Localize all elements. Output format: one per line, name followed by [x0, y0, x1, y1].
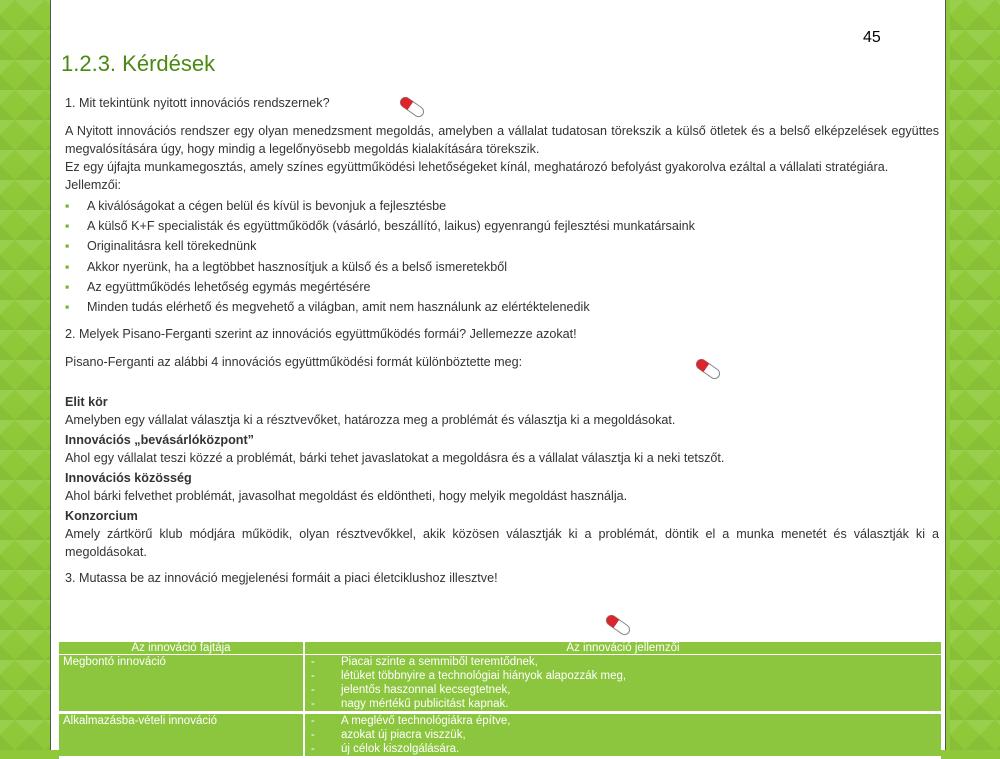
list-item-text: Originalitásra kell törekednünk: [87, 239, 257, 254]
section-title: 1.2.3. Kérdések: [61, 51, 216, 76]
features-list: [65, 196, 939, 317]
list-item-text: A külső K+F specialisták és együttműködők (vásárló, beszállító, laikus) egyenrangú fejlesztési munkatársaink: [87, 219, 695, 234]
pill-marker-icon: [693, 358, 723, 380]
list-item: - új célok kiszolgálására.: [311, 743, 460, 755]
bullet-icon: ▪: [65, 219, 70, 234]
form-name: Innovációs „bevásárlóközpont”: [65, 433, 254, 448]
document-page: [50, 0, 946, 755]
form-name: Konzorcium: [65, 509, 138, 524]
question-3: 3. Mutassa be az innováció megjelenési formáit a piaci életciklushoz illesztve!: [65, 571, 498, 586]
background-right: [950, 0, 1000, 750]
list-item-text: Akkor nyerünk, ha a legtöbbet hasznosítjuk a külső és a belső ismeretekből: [87, 259, 508, 274]
table-cell-type: Alkalmazásba-vételi innováció: [59, 713, 303, 758]
list-item-text: Minden tudás elérhető és megvehető a világban, amit nem használunk az elértéktelenedik: [87, 299, 590, 314]
table-cell-type: Megbontó innováció: [59, 655, 303, 713]
background-left: [0, 0, 50, 750]
table-row: [59, 713, 941, 758]
list-item: [65, 257, 939, 277]
question-2: 2. Melyek Pisano-Ferganti szerint az innovációs együttműködés formái? Jellemezze azokat!: [65, 327, 577, 342]
content-body: [65, 94, 939, 597]
bullet-icon: ▪: [65, 279, 70, 294]
list-item: [65, 216, 939, 236]
table-row: [59, 655, 941, 713]
list-item: - nagy mértékű publicitást kapnak.: [311, 698, 509, 710]
question-1: 1. Mit tekintünk nyitott innovációs rendszernek?: [65, 96, 330, 110]
form-description: Ahol bárki felvethet problémát, javasolhat megoldást és eldöntheti, hogy melyik megoldást használja.: [65, 489, 628, 504]
answer-1-paragraph-1: A Nyitott innovációs rendszer egy olyan menedzsment megoldás, amelyben a vállalat tudatosan törekszik a külső ötletek és a belső elképzelések együttes megvalósítására úgy, hogy mindig a legelőnyösebb megoldás kialakítására törekszik.: [65, 124, 939, 156]
list-item: [65, 277, 939, 297]
table-cell-features: [305, 655, 941, 713]
table-header-row: [59, 642, 941, 655]
bullet-icon: ▪: [65, 299, 70, 314]
answer-1-paragraph-2: Ez egy újfajta munkamegosztás, amely színes együttműködési lehetőségeket kínál, meghatározó befolyást gyakorolva ezáltal a vállalati stratégiára.: [65, 160, 889, 174]
features-label: Jellemzői:: [65, 178, 121, 192]
list-item: - Piacai szinte a semmiből teremtődnek,: [311, 656, 538, 668]
list-item: - azokat új piacra viszzük,: [311, 729, 466, 741]
table-header-cell: Az innováció fajtája: [59, 642, 303, 655]
bullet-icon: ▪: [65, 239, 70, 254]
table-header-cell: Az innováció jellemzői: [305, 642, 941, 655]
list-item: [65, 236, 939, 256]
page-number: 45: [863, 29, 881, 46]
form-description: Amelyben egy vállalat választja ki a résztvevőket, határozza meg a problémát és választja ki a megoldásokat.: [65, 413, 676, 428]
innovation-types-table: [59, 642, 941, 759]
form-description: Ahol egy vállalat teszi közzé a problémát, bárki tehet javaslatokat a megoldásra és a vállalat választja ki a neki tetszőt.: [65, 451, 725, 466]
list-item-text: A kiválóságokat a cégen belül és kívül is bevonjuk a fejlesztésbe: [87, 199, 447, 213]
table-cell-features: [305, 713, 941, 758]
form-description: Amely zártkörű klub módjára működik, olyan résztvevőkkel, akik közösen választják ki a problémát, döntik el a munka menetét és választják ki a megoldásokat.: [65, 527, 939, 560]
bullet-icon: ▪: [65, 199, 70, 213]
pill-marker-icon: [603, 614, 633, 636]
form-name: Innovációs közösség: [65, 471, 192, 486]
list-item: - létüket többnyire a technológiai hiányok alapozzák meg,: [311, 670, 627, 682]
form-name: Elit kör: [65, 395, 108, 410]
bullet-icon: ▪: [65, 259, 70, 274]
list-item-text: Az együttműködés lehetőség egymás megértésére: [87, 279, 371, 294]
answer-2-intro: Pisano-Ferganti az alábbi 4 innovációs együttműködési formát különböztette meg:: [65, 355, 523, 370]
list-item: [65, 297, 939, 317]
pill-marker-icon: [397, 96, 427, 118]
list-item: [65, 196, 939, 216]
list-item: - A meglévő technológiákra építve,: [311, 715, 511, 727]
list-item: - jelentős haszonnal kecsegtetnek,: [311, 684, 511, 696]
